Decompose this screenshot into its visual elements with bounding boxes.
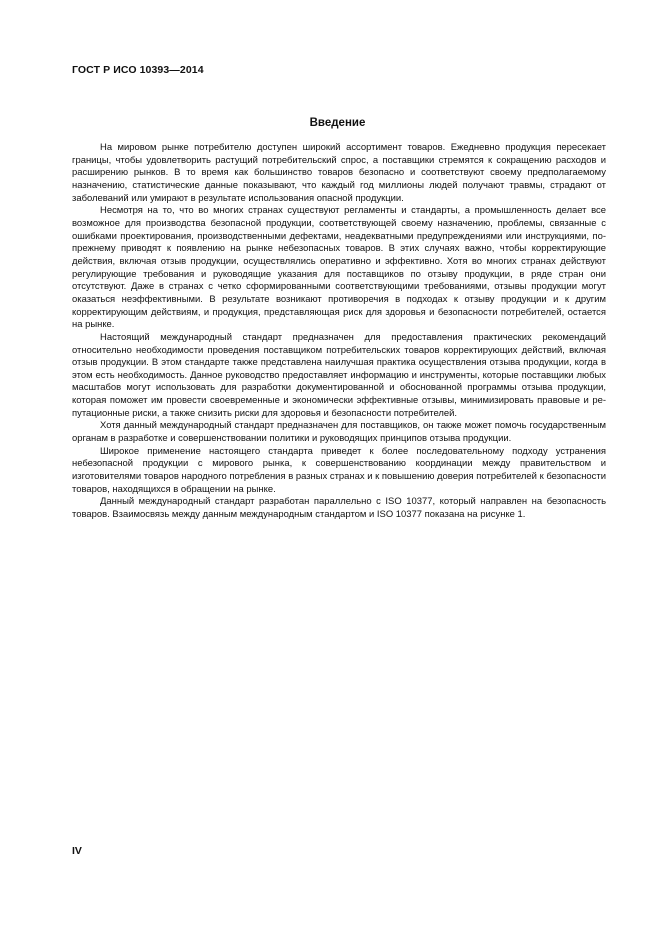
paragraph-4: Хотя данный международный стандарт предназначен для поставщиков, он также может помочь государственным органам в разработке и совершенствовании политики и руководящих принципов отзыва продукции.	[72, 420, 606, 445]
paragraph-3: Настоящий международный стандарт предназначен для предоставления практических рекомендаций относительно необходимости проведения поставщиком потребительских товаров корректирующих действий, включая отзыв продукции. В этом стандарте также представлена наилучшая практика осуществления отзыва продукции, когда в этом есть необходимость. Данное руководство предоставляет информацию и инструменты, которые поставщики любых масштабов могут использовать для разработки документированной и обоснованной программы отзыва продукции, которая поможет им провести своевременные и экономически эффективные отзывы, минимизировать правовые и репутационные риски, а также снизить риски для здоровья и безопасности потребителей.	[72, 331, 606, 419]
paragraph-1: На мировом рынке потребителю доступен широкий ассортимент товаров. Ежедневно продукция пересекает границы, чтобы удовлетворить растущий потребительский спрос, а поставщики стремятся к сокращению расходов и расширению рынков. В то время как большинство товаров безопасно и соответствуют своему предполагаемому назначению, статистические данные показывают, что каждый год миллионы людей получают травмы, страдают от заболеваний или умирают в результате использования опасной продукции.	[72, 142, 606, 204]
body-text	[72, 142, 606, 522]
paragraph-6: Данный международный стандарт разработан параллельно с ISO 10377, который направлен на безопасность товаров. Взаимосвязь между данным международным стандартом и ISO 10377 показана на рисунке 1.	[72, 496, 606, 521]
paragraph-2: Несмотря на то, что во многих странах существуют регламенты и стандарты, а промышленность делает все возможное для производства безопасной продукции, соответствующей своему назначению, проблемы, связанные с ошибками проектирования, производственными дефектами, неадекватными предупреждениями или инструкциями, по-прежнему приводят к появлению на рынке небезопасных товаров. В этих случаях важно, чтобы корректирующие действия, включая отзыв продукции, осуществлялись оперативно и эффективно. Хотя во многих странах действуют регулирующие требования и руководящие указания для поставщиков по отзыву продукции, в ряде стран они отсутствуют. Даже в странах с четко сформированными соответствующими требованиями, отзывы продукции могут оказаться неэффективными. В результате возникают противоречия в подходах к отзыву продукции и к другим корректирующим действиям, и продукция, представляющая риск для здоровья и безопасности потребителей, остается на рынке.	[72, 205, 606, 331]
section-title: Введение	[309, 117, 366, 129]
page-number: IV	[72, 845, 82, 857]
paragraph-5: Широкое применение настоящего стандарта приведет к более последовательному подходу устранения небезопасной продукции с мирового рынка, к совершенствованию координации между правительством и изготовителями товаров народного потребления в разных странах и к повышению доверия потребителей к безопасности товаров, находящихся в обращении на рынке.	[72, 445, 606, 495]
document-header: ГОСТ Р ИСО 10393—2014	[72, 64, 204, 76]
